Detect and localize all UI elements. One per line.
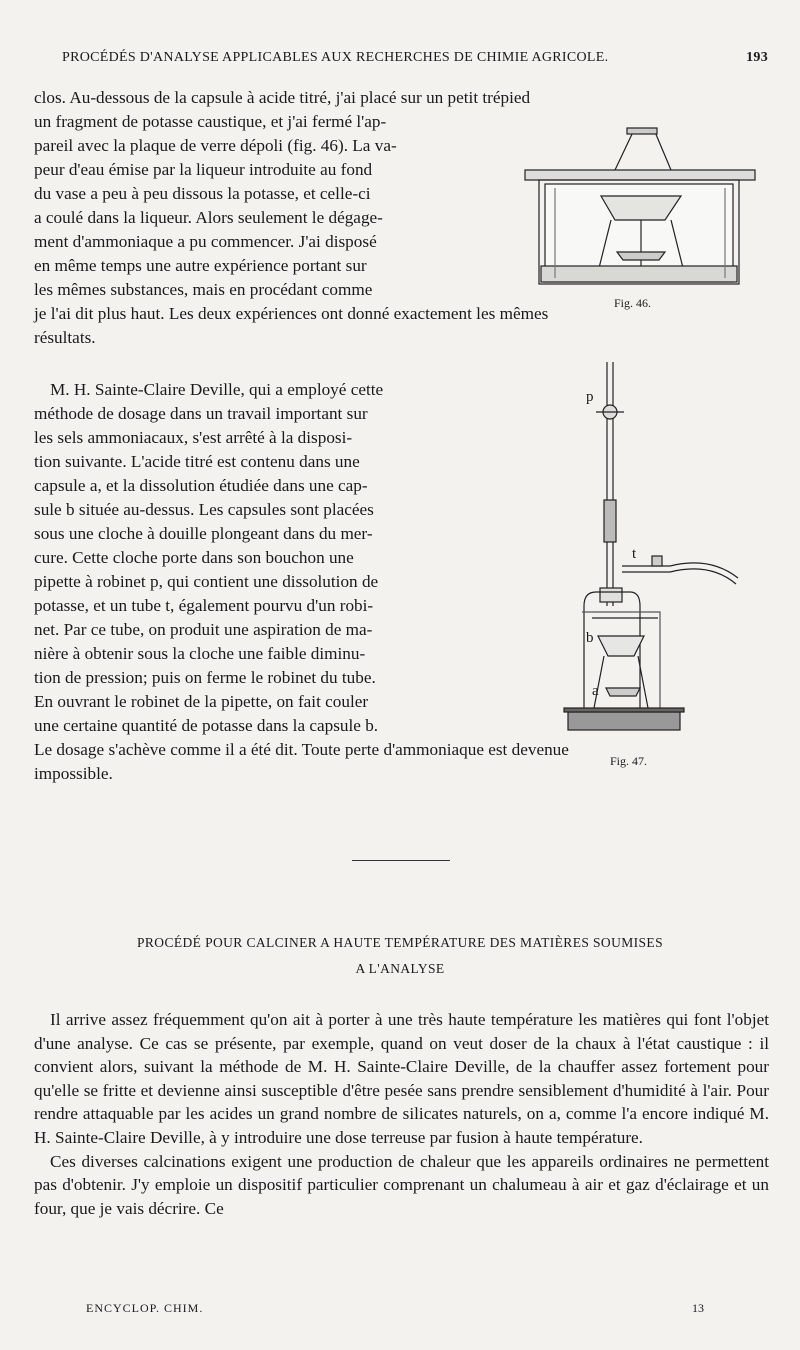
text-line: potasse, et un tube t, également pourvu d'un robi- [34, 596, 374, 615]
text-line: Le dosage s'achève comme il a été dit. Toute perte d'ammoniaque est devenue [34, 740, 569, 759]
figure-47-label-p: p [586, 389, 594, 405]
text-line: les sels ammoniacaux, s'est arrêté à la disposi- [34, 428, 353, 447]
figure-47-illustration [560, 356, 760, 748]
text-line: les mêmes substances, mais en procédant comme [34, 280, 373, 299]
text-line: cure. Cette cloche porte dans son bouchon une [34, 548, 354, 567]
text-line: clos. Au-dessous de la capsule à acide titré, j'ai placé sur un petit trépied [34, 88, 531, 107]
section-heading [40, 930, 760, 982]
text-line: nière à obtenir sous la cloche une faible diminu- [34, 644, 366, 663]
text-line: pareil avec la plaque de verre dépoli (fig. 46). La va- [34, 136, 397, 155]
running-head [62, 50, 768, 66]
text-line: je l'ai dit plus haut. Les deux expériences ont donné exactement les mêmes [34, 304, 549, 323]
text-line: ment d'ammoniaque a pu commencer. J'ai disposé [34, 232, 377, 251]
figure-46-caption: Fig. 46. [614, 296, 652, 310]
figure-47-label-t: t [632, 546, 637, 562]
figure-47-caption: Fig. 47. [610, 754, 648, 768]
text-line: En ouvrant le robinet de la pipette, on fait couler [34, 692, 369, 711]
text-line: un fragment de potasse caustique, et j'ai fermé l'ap- [34, 112, 387, 131]
figure-47-label-b: b [586, 630, 594, 646]
section-paragraph-2: Ces diverses calcinations exigent une production de chaleur que les appareils ordinaires ne permettent pas d'obtenir. J'y emploie un dispositif particulier comprenant un chalumeau à air et gaz d'éclairage et un four, que je vais décrire. Ce [34, 1151, 769, 1218]
section-heading-line-2: A L'ANALYSE [355, 961, 445, 976]
text-line: a coulé dans la liqueur. Alors seulement le dégage- [34, 208, 383, 227]
text-line: capsule a, et la dissolution étudiée dans une cap- [34, 476, 368, 495]
text-line: sous une cloche à douille plongeant dans du mer- [34, 524, 373, 543]
text-line: pipette à robinet p, qui contient une dissolution de [34, 572, 379, 591]
page-number: 193 [746, 50, 768, 65]
figure-47-label-a: a [592, 683, 599, 699]
figure-46-illustration [515, 126, 767, 294]
running-head-title: PROCÉDÉS D'ANALYSE APPLICABLES AUX RECHERCHES DE CHIMIE AGRICOLE. [62, 50, 609, 65]
text-line: tion de pression; puis on ferme le robinet du tube. [34, 668, 376, 687]
text-line: tion suivante. L'acide titré est contenu dans une [34, 452, 360, 471]
text-line: M. H. Sainte-Claire Deville, qui a employé cette [50, 380, 384, 399]
text-line: sule b située au-dessus. Les capsules sont placées [34, 500, 374, 519]
text-line: du vase a peu à peu dissous la potasse, et celle-ci [34, 184, 371, 203]
section-paragraph-1: Il arrive assez fréquemment qu'on ait à porter à une très haute température les matières qui font l'objet d'une analyse. Ce cas se présente, par exemple, quand on veut doser de la chaux à l'état caustique : il convient alors, suivant la méthode de M. H. Sainte-Claire Deville, de la chauffer assez fortement pour qu'elle se fritte et devienne ainsi susceptible d'être pesée sans prendre sensiblement d'humidité à l'air. Pour rendre attaquable par les acides un grand nombre de silicates naturels, on a, comme l'a encore indiqué M. H. Sainte-Claire Deville, à y introduire une dose terreuse par fusion à haute température. [34, 1010, 769, 1147]
section-body [34, 1008, 769, 1220]
section-divider [352, 860, 450, 861]
text-line: méthode de dosage dans un travail important sur [34, 404, 368, 423]
text-line: impossible. [34, 764, 113, 783]
text-line: une certaine quantité de potasse dans la capsule b. [34, 716, 379, 735]
footer-left: ENCYCLOP. CHIM. [86, 1301, 204, 1315]
text-line: résultats. [34, 328, 96, 347]
text-line: en même temps une autre expérience portant sur [34, 256, 367, 275]
text-line: peur d'eau émise par la liqueur introduite au fond [34, 160, 373, 179]
footer-right: 13 [692, 1301, 704, 1315]
text-line: net. Par ce tube, on produit une aspiration de ma- [34, 620, 373, 639]
section-heading-line-1: PROCÉDÉ POUR CALCINER A HAUTE TEMPÉRATURE DES MATIÈRES SOUMISES [136, 935, 663, 950]
